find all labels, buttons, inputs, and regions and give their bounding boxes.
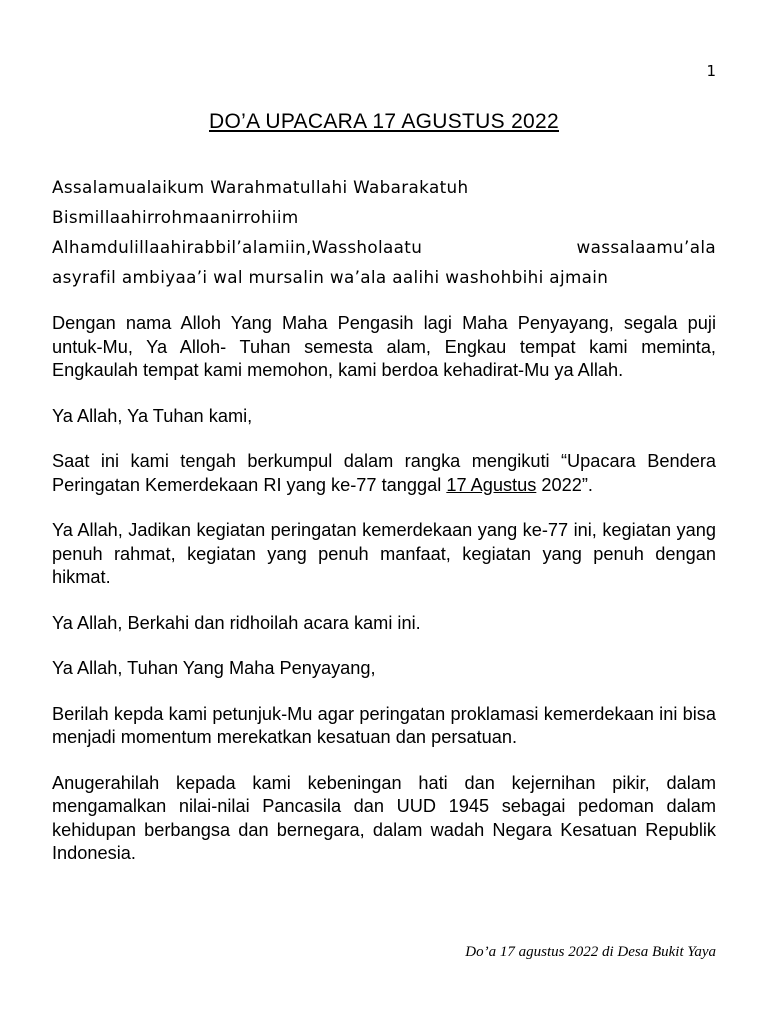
document-title: DO’A UPACARA 17 AGUSTUS 2022 (209, 110, 559, 133)
paragraph-invocation-1: Ya Allah, Ya Tuhan kami, (52, 405, 253, 426)
page-footer: Do’a 17 agustus 2022 di Desa Bukit Yaya (465, 944, 716, 960)
page-number: 1 (706, 62, 716, 80)
document-body (52, 172, 716, 888)
paragraph-gathering-end: 2022”. (536, 474, 593, 495)
paragraph-gathering-text: Saat ini kami tengah berkumpul dalam rangka mengikuti “Upacara Bendera Peringatan Kemerdekaan RI yang ke-77 tanggal (52, 451, 716, 495)
greeting-line-1: Assalamualaikum Warahmatullahi Wabarakatuh (52, 177, 469, 197)
paragraph-guidance: Berilah kepda kami petunjuk-Mu agar peringatan proklamasi kemerdekaan ini bisa menjadi momentum merekatkan kesatuan dan persatuan. (52, 703, 716, 747)
greeting-block (52, 172, 716, 292)
paragraph-gathering (52, 450, 716, 497)
greeting-line-4: asyrafil ambiyaa’i wal mursalin wa’ala aalihi washohbihi ajmain (52, 267, 609, 287)
paragraph-opening: Dengan nama Alloh Yang Maha Pengasih lagi Maha Penyayang, segala puji untuk-Mu, Ya Alloh- Tuhan semesta alam, Engkau tempat kami meminta, Engkaulah tempat kami memohon, kami berdoa kehadirat-Mu ya Allah. (52, 313, 716, 380)
paragraph-invocation-2: Ya Allah, Tuhan Yang Maha Penyayang, (52, 658, 376, 678)
greeting-line-3: Alhamdulillaahirabbil’alamiin,Wassholaatu wassalaamu’ala (52, 237, 716, 257)
date-underlined: 17 Agustus (446, 474, 537, 495)
paragraph-blessing: Ya Allah, Berkahi dan ridhoilah acara kami ini. (52, 612, 421, 633)
paragraph-activity: Ya Allah, Jadikan kegiatan peringatan kemerdekaan yang ke-77 ini, kegiatan yang penuh rahmat, kegiatan yang penuh manfaat, kegiatan yang penuh dengan hikmat. (52, 520, 716, 587)
paragraph-pancasila: Anugerahilah kepada kami kebeningan hati dan kejernihan pikir, dalam mengamalkan nilai-nilai Pancasila dan UUD 1945 sebagai pedoman dalam kehidupan berbangsa dan bernegara, dalam wadah Negara Kesatuan Republik Indonesia. (52, 772, 716, 863)
greeting-line-2: Bismillaahirrohmaanirrohiim (52, 207, 299, 227)
